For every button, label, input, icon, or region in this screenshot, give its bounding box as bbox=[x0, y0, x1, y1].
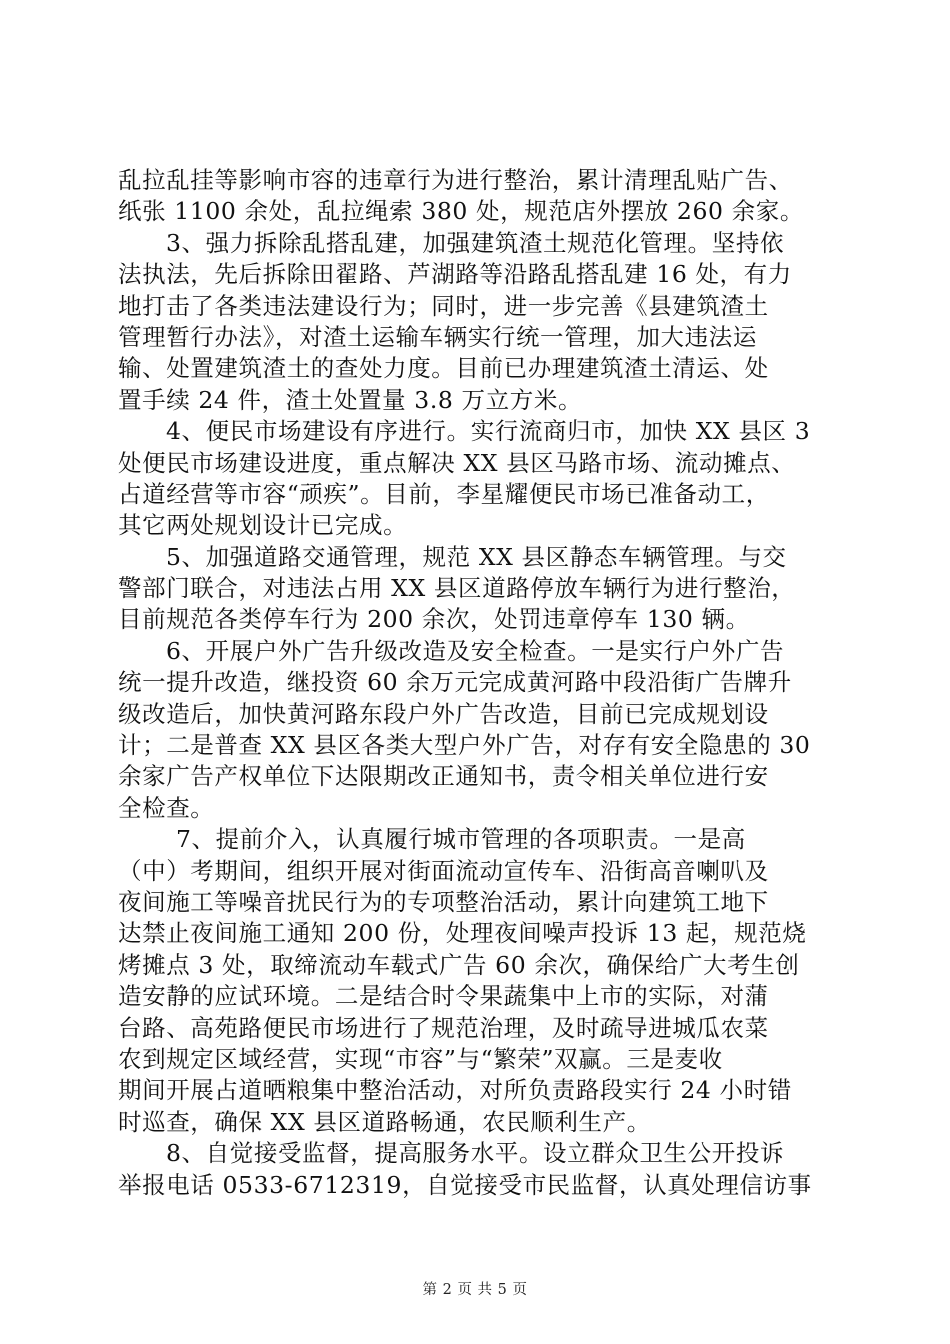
text-line: 夜间施工等噪音扰民行为的专项整治活动，累计向建筑工地下 bbox=[118, 887, 769, 916]
text-line: 期间开展占道晒粮集中整治活动，对所负责路段实行 24 小时错 bbox=[118, 1076, 792, 1105]
text-line: 计；二是普查 XX 县区各类大型户外广告，对存有安全隐患的 30 bbox=[118, 731, 811, 760]
text-line: 6、开展户外广告升级改造及安全检查。一是实行户外广告 bbox=[166, 636, 785, 665]
text-line: 全检查。 bbox=[118, 793, 215, 822]
document-body bbox=[118, 165, 838, 1201]
text-line: 3、强力拆除乱搭乱建，加强建筑渣土规范化管理。坚持依 bbox=[166, 228, 785, 257]
text-line: 余家广告产权单位下达限期改正通知书，责令相关单位进行安 bbox=[118, 762, 769, 791]
text-line: 统一提升改造，继投资 60 余万元完成黄河路中段沿街广告牌升 bbox=[118, 668, 792, 697]
text-line: 台路、高苑路便民市场进行了规范治理，及时疏导进城瓜农菜 bbox=[118, 1013, 769, 1042]
text-line: 举报电话 0533-6712319，自觉接受市民监督，认真处理信访事 bbox=[118, 1170, 812, 1199]
text-line: 8、自觉接受监督，提高服务水平。设立群众卫生公开投诉 bbox=[166, 1139, 785, 1168]
page-footer: 第 2 页 共 5 页 bbox=[422, 1282, 528, 1298]
text-line: 烤摊点 3 处，取缔流动车载式广告 60 余次，确保给广大考生创 bbox=[118, 950, 800, 979]
text-line: 法执法，先后拆除田翟路、芦湖路等沿路乱搭乱建 16 处，有力 bbox=[118, 260, 792, 289]
text-line: 7、提前介入，认真履行城市管理的各项职责。一是高 bbox=[176, 825, 746, 854]
text-line: 警部门联合，对违法占用 XX 县区道路停放车辆行为进行整治， bbox=[118, 574, 796, 603]
text-line: 乱拉乱挂等影响市容的违章行为进行整治，累计清理乱贴广告、 bbox=[118, 166, 793, 194]
text-line: 管理暂行办法》，对渣土运输车辆实行统一管理，加大违法运 bbox=[118, 322, 757, 351]
text-line: 置手续 24 件，渣土处置量 3.8 万立方米。 bbox=[118, 385, 583, 414]
text-line: 其它两处规划设计已完成。 bbox=[118, 511, 408, 540]
text-line: 造安静的应试环境。二是结合时令果蔬集中上市的实际，对蒲 bbox=[118, 982, 769, 1011]
text-line: 目前规范各类停车行为 200 余次，处罚违章停车 130 辆。 bbox=[118, 605, 750, 634]
text-line: 农到规定区域经营，实现“市容”与“繁荣”双赢。三是麦收 bbox=[118, 1044, 723, 1073]
text-line: 输、处置建筑渣土的查处力度。目前已办理建筑渣土清运、处 bbox=[118, 354, 769, 383]
text-line: 5、加强道路交通管理，规范 XX 县区静态车辆管理。与交 bbox=[166, 542, 787, 571]
text-line: 纸张 1100 余处，乱拉绳索 380 处，规范店外摆放 260 余家。 bbox=[118, 197, 804, 226]
text-line: （中）考期间，组织开展对街面流动宣传车、沿街高音喇叭及 bbox=[118, 856, 769, 885]
text-line: 地打击了各类违法建设行为；同时，进一步完善《县建筑渣土 bbox=[118, 291, 769, 320]
text-line: 时巡查，确保 XX 县区道路畅通，农民顺利生产。 bbox=[118, 1107, 651, 1136]
text-line: 处便民市场建设进度，重点解决 XX 县区马路市场、流动摊点、 bbox=[118, 448, 796, 477]
text-line: 达禁止夜间施工通知 200 份，处理夜间噪声投诉 13 起，规范烧 bbox=[118, 919, 807, 948]
text-line: 占道经营等市容“顽疾”。目前，李星耀便民市场已准备动工， bbox=[118, 479, 770, 508]
text-line: 4、便民市场建设有序进行。实行流商归市，加快 XX 县区 3 bbox=[166, 417, 811, 446]
text-line: 级改造后，加快黄河路东段户外广告改造，目前已完成规划设 bbox=[118, 699, 769, 728]
